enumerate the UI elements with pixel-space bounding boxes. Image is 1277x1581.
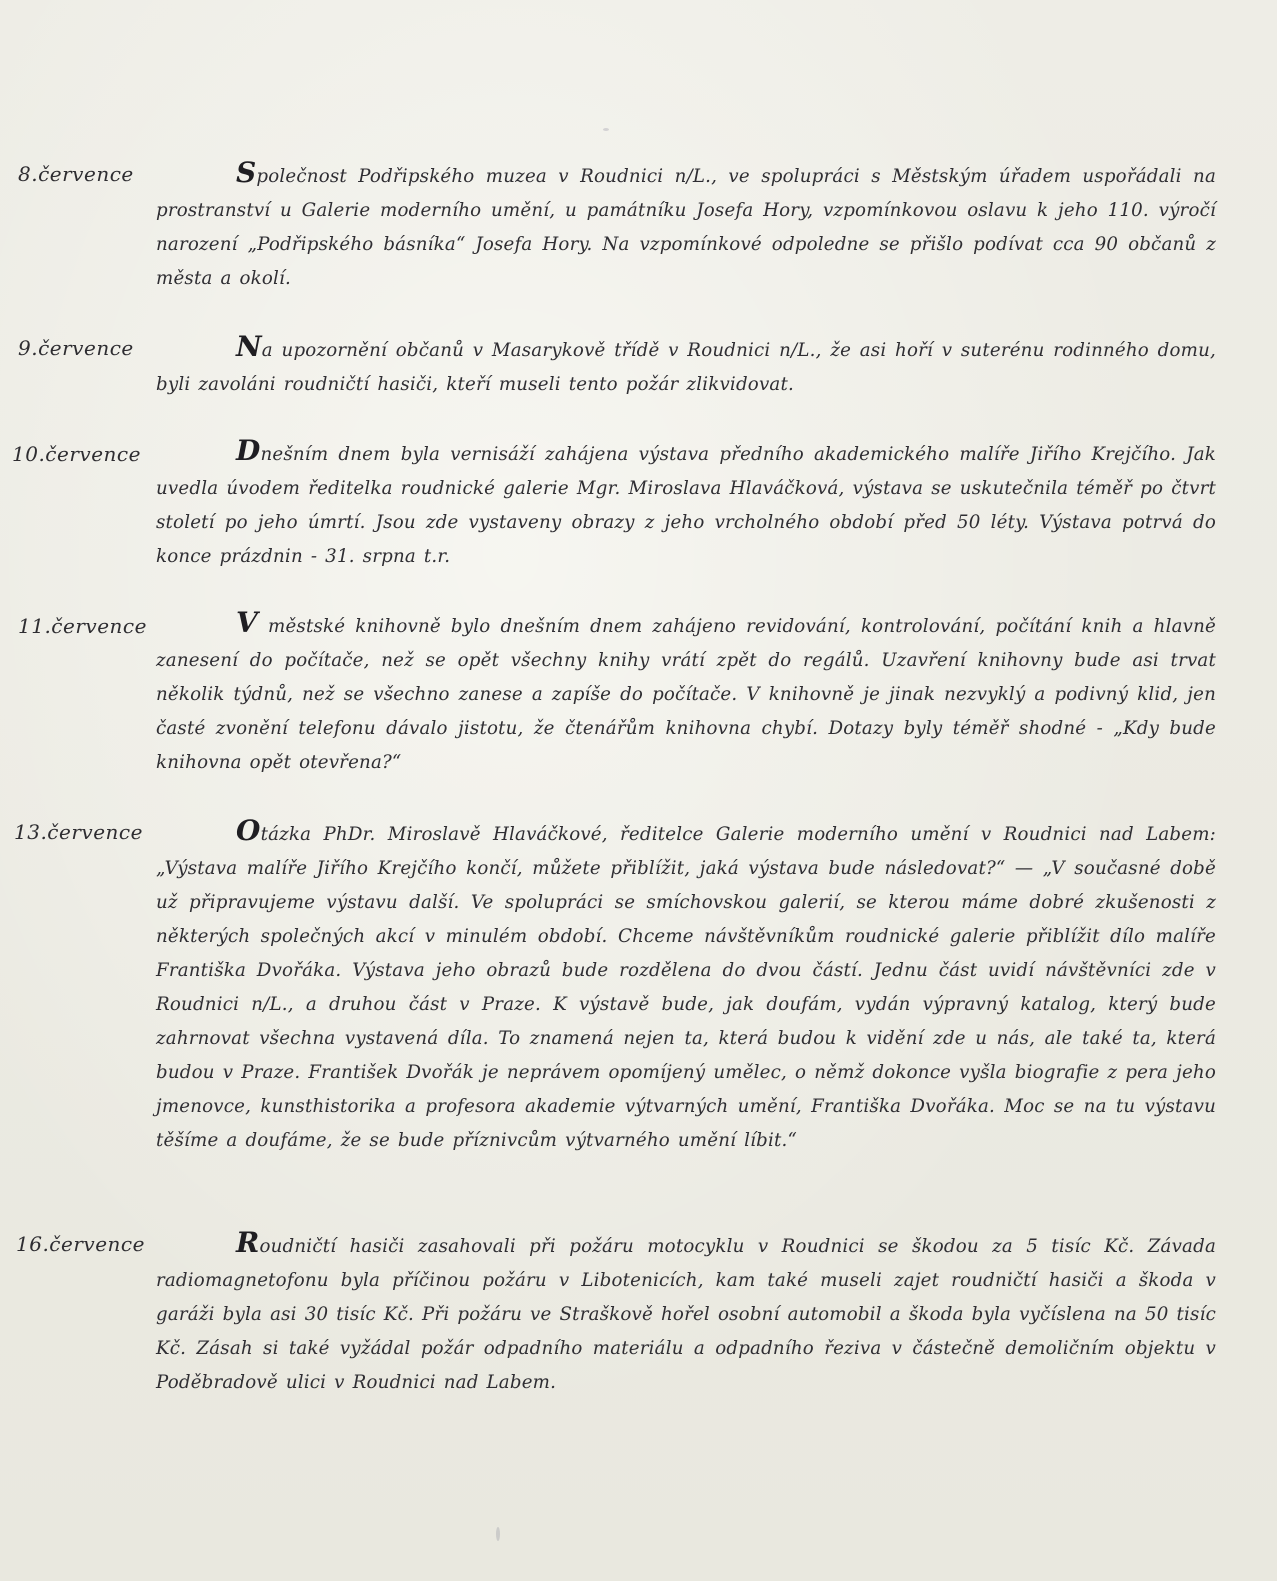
entry-text [156, 434, 1216, 574]
entry-date: 11.července [18, 614, 147, 638]
paper-mark [496, 1527, 500, 1541]
paper-mark [603, 128, 609, 131]
entry-date: 10.července [12, 442, 141, 466]
entry-date: 8.července [18, 162, 134, 186]
entry-text [156, 156, 1216, 296]
entry-body: a upozornění občanů v Masarykově třídě v Roudnici n/L., že asi hoří v suterénu rodinného domu, byli zavoláni roudničtí hasiči, kteří museli tento požár zlikvidovat. [156, 340, 1216, 395]
entry-date: 13.července [14, 820, 143, 844]
drop-initial: N [236, 330, 262, 363]
drop-initial: D [236, 434, 261, 467]
drop-initial: V [236, 606, 258, 639]
entry-date: 9.července [18, 336, 134, 360]
entry-body: nešním dnem byla vernisáží zahájena výstava předního akademického malíře Jiřího Krejčího. Jak uvedla úvodem ředitelka roudnické galerie Mgr. Miroslava Hlaváčková, výstava se uskutečnila téměř po čtvrt století po jeho úmrtí. Jsou zde vystaveny obrazy z jeho vrcholného období před 50 léty. Výstava potrvá do konce prázdnin - 31. srpna t.r. [156, 444, 1216, 567]
entry-text [156, 606, 1216, 780]
drop-initial: S [236, 156, 257, 189]
entry-body: polečnost Podřipského muzea v Roudnici n/L., ve spolupráci s Městským úřadem uspořádali na prostranství u Galerie moderního umění, u památníku Josefa Hory, vzpomínkovou oslavu k jeho 110. výročí narození „Podřipského básníka“ Josefa Hory. Na vzpomínkové odpoledne se přišlo podívat cca 90 občanů z města a okolí. [156, 166, 1216, 289]
drop-initial: O [236, 814, 261, 847]
entry-body: oudničtí hasiči zasahovali při požáru motocyklu v Roudnici se škodou za 5 tisíc Kč. Závada radiomagnetofonu byla příčinou požáru v Libotenicích, kam také museli zajet roudničtí hasiči a škoda v garáži byla asi 30 tisíc Kč. Při požáru ve Straškově hořel osobní automobil a škoda byla vyčíslena na 50 tisíc Kč. Zásah si také vyžádal požár odpadního materiálu a odpadního řeziva v částečně demoličním objektu v Poděbradově ulici v Roudnici nad Labem. [156, 1236, 1216, 1393]
entry-text [156, 814, 1216, 1158]
entry-body: tázka PhDr. Miroslavě Hlaváčkové, ředitelce Galerie moderního umění v Roudnici nad Labem: „Výstava malíře Jiřího Krejčího končí, můžete přiblížit, jaká výstava bude následovat?“ — „V současné době už připravujeme výstavu další. Ve spolupráci se smíchovskou galerií, se kterou máme dobré zkušenosti z některých společných akcí v minulém období. Chceme návštěvníkům roudnické galerie přiblížit dílo malíře Františka Dvořáka. Výstava jeho obrazů bude rozdělena do dvou částí. Jednu část uvidí návštěvníci zde v Roudnici n/L., a druhou část v Praze. K výstavě bude, jak doufám, vydán výpravný katalog, který bude zahrnovat všechna vystavená díla. To znamená nejen ta, která budou k vidění zde u nás, ale také ta, která budou v Praze. František Dvořák je neprávem opomíjený umělec, o němž dokonce vyšla biografie z pera jeho jmenovce, kunsthistorika a profesora akademie výtvarných umění, Františka Dvořáka. Moc se na tu výstavu těšíme a doufáme, že se bude příznivcům výtvarného umění líbit.“ [156, 824, 1216, 1151]
entry-date: 16.července [16, 1232, 145, 1256]
entry-body: městské knihovně bylo dnešním dnem zahájeno revidování, kontrolování, počítání knih a hlavně zanesení do počítače, než se opět všechny knihy vrátí zpět do regálů. Uzavření knihovny bude asi trvat několik týdnů, než se všechno zanese a zapíše do počítače. V knihovně je jinak nezvyklý a podivný klid, jen časté zvonění telefonu dávalo jistotu, že čtenářům knihovna chybí. Dotazy byly téměř shodné - „Kdy bude knihovna opět otevřena?“ [156, 616, 1216, 773]
entry-text [156, 330, 1216, 402]
drop-initial: R [236, 1226, 260, 1259]
entry-text [156, 1226, 1216, 1400]
